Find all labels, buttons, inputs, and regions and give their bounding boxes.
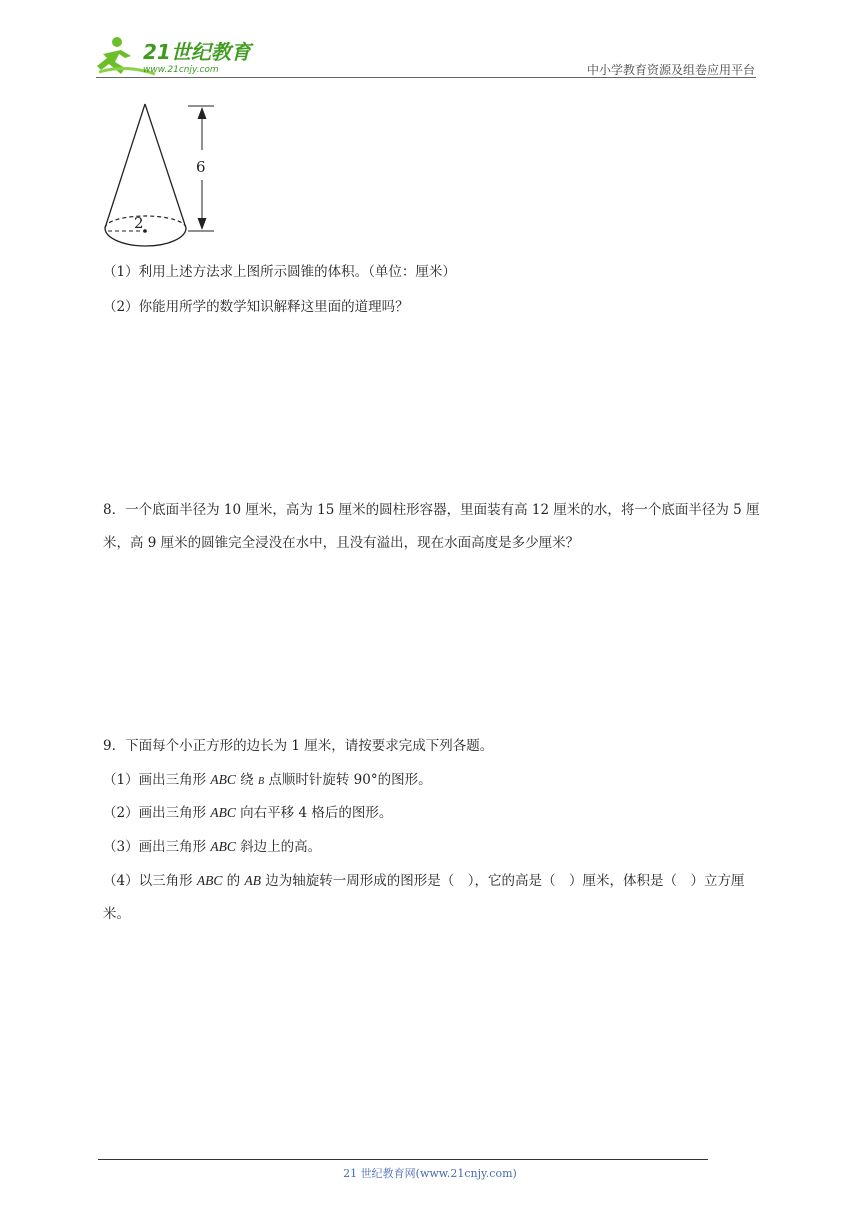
q9-sub4: （4）以三角形 ABC 的 AB 边为轴旋转一周形成的图形是（ ），它的高是（ ）厘米，体积是（ ）立方厘米。 [103, 873, 745, 922]
q9-sub1: （1）画出三角形 ABC 绕 B 点顺时针旋转 90°的图形。 [103, 772, 432, 788]
header-platform-text: 中小学教育资源及组卷应用平台 [586, 63, 755, 77]
q7-sub1: （1）利用上述方法求上图所示圆锥的体积。（单位：厘米） [103, 264, 456, 280]
header-divider [96, 77, 756, 78]
footer-divider [98, 1159, 708, 1160]
logo-url: www.21cnjy.com [143, 65, 219, 75]
footer-link[interactable]: 21 世纪教育网(www.21cnjy.com) [343, 1167, 517, 1180]
q7-sub2: （2）你能用所学的数学知识解释这里面的道理吗？ [103, 299, 409, 315]
logo-title: 21世纪教育 [143, 40, 251, 64]
q8-text: 8．一个底面半径为 10 厘米，高为 15 厘米的圆柱形容器，里面装有高 12 厘米的水，将一个底面半径为 5 厘米，高 9 厘米的圆锥完全浸没在水中，且没有溢出，现在水面高度是多少厘米？ [103, 502, 760, 551]
radius-label: 2 [134, 214, 144, 232]
q9-intro: 9．下面每个小正方形的边长为 1 厘米，请按要求完成下列各题。 [103, 738, 494, 754]
height-label: 6 [196, 158, 206, 176]
q9-sub2: （2）画出三角形 ABC 向右平移 4 格后的图形。 [103, 805, 393, 821]
cone-figure [98, 100, 223, 250]
q9-sub3: （3）画出三角形 ABC 斜边上的高。 [103, 839, 322, 855]
site-logo [95, 34, 265, 78]
